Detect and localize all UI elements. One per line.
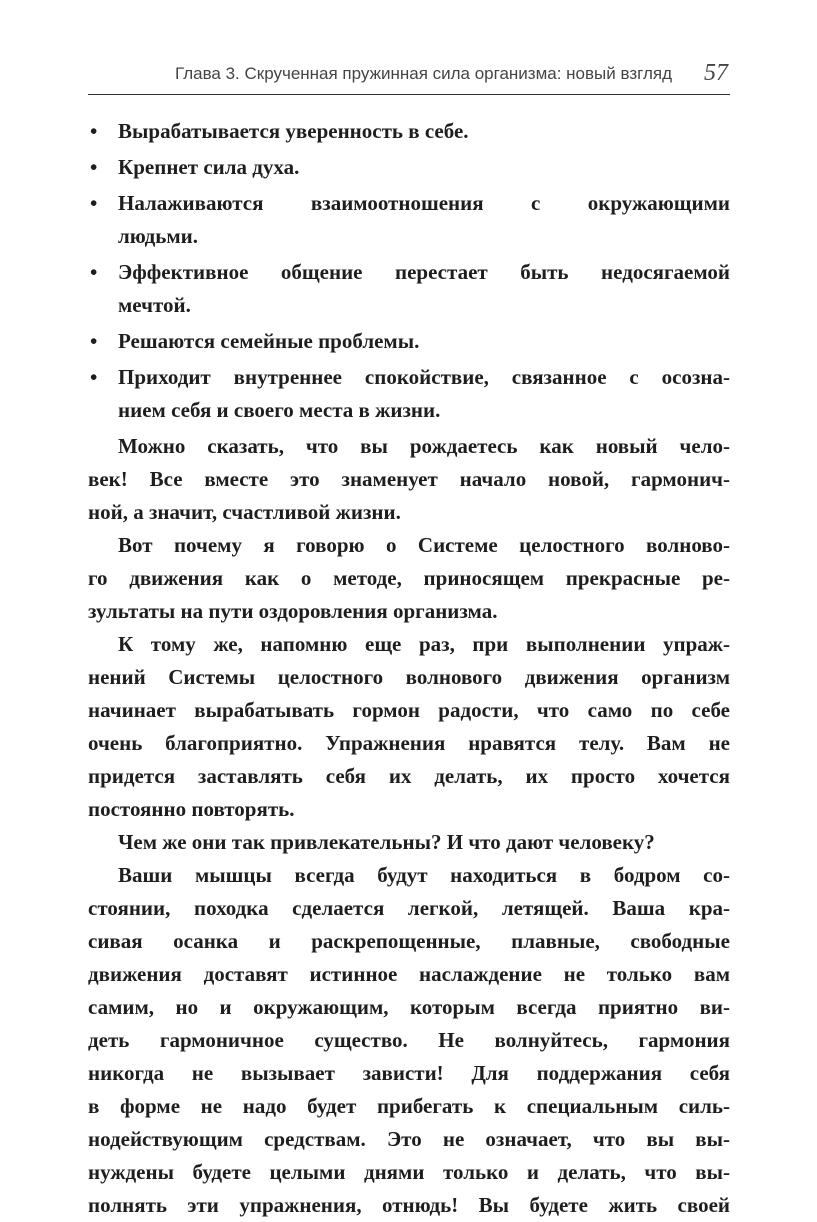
bullet-item <box>88 187 730 253</box>
text-line: самим, но и окружающим, которым всегда приятно ви- <box>88 995 730 1019</box>
text-line: придется заставлять себя их делать, их просто хочется <box>88 764 730 788</box>
text-line: Эффективное общение перестает быть недосягаемой <box>118 260 730 284</box>
text-line: Решаются семейные проблемы. <box>118 329 420 353</box>
text-line: Ваши мышцы всегда будут находиться в бодром со- <box>118 863 730 887</box>
bullet-item <box>88 256 730 322</box>
bullet-icon: • <box>90 329 98 353</box>
text-line: людьми. <box>118 224 199 248</box>
text-line: го движения как о методе, приносящем прекрасные ре- <box>88 566 730 590</box>
bullet-item <box>88 361 730 427</box>
paragraph <box>88 859 730 1222</box>
text-line: зультаты на пути оздоровления организма. <box>88 599 498 623</box>
bullet-item <box>88 115 730 148</box>
text-line: начинает вырабатывать гормон радости, что само по себе <box>88 698 730 722</box>
text-line: Крепнет сила духа. <box>118 155 300 179</box>
text-line: никогда не вызывает зависти! Для поддержания себя <box>88 1061 730 1085</box>
text-line: К тому же, напомню еще раз, при выполнении упраж- <box>118 632 730 656</box>
text-line: движения доставят истинное наслаждение не только вам <box>88 962 730 986</box>
text-line: сивая осанка и раскрепощенные, плавные, свободные <box>88 929 730 953</box>
paragraph <box>88 430 730 529</box>
text-line: в форме не надо будет прибегать к специальным силь- <box>88 1094 730 1118</box>
bullet-icon: • <box>90 191 98 215</box>
bullet-icon: • <box>90 365 98 389</box>
paragraph <box>88 529 730 628</box>
text-line: полнять эти упражнения, отнюдь! Вы будете жить своей <box>88 1193 730 1217</box>
text-line: Чем же они так привлекательны? И что дают человеку? <box>118 830 655 854</box>
bullet-icon: • <box>90 119 98 143</box>
text-line: ной, а значит, счастливой жизни. <box>88 500 401 524</box>
running-header <box>88 60 730 95</box>
text-line: нием себя и своего места в жизни. <box>118 398 441 422</box>
text-line: нуждены будете целыми днями только и делать, что вы- <box>88 1160 730 1184</box>
bullet-icon: • <box>90 155 98 179</box>
text-line: Вот почему я говорю о Системе целостного волново- <box>118 533 730 557</box>
text-line: Налаживаются взаимоотношения с окружающими <box>118 191 730 215</box>
text-line: Приходит внутреннее спокойствие, связанное с осозна- <box>118 365 730 389</box>
text-line: деть гармоничное существо. Не волнуйтесь, гармония <box>88 1028 730 1052</box>
text-line: Можно сказать, что вы рождаетесь как новый чело- <box>118 434 730 458</box>
text-line: мечтой. <box>118 293 191 317</box>
paragraph <box>88 628 730 826</box>
text-line: стоянии, походка сделается легкой, летящей. Ваша кра- <box>88 896 730 920</box>
bullet-item <box>88 325 730 358</box>
text-line: век! Все вместе это знаменует начало новой, гармонич- <box>88 467 730 491</box>
bullet-item <box>88 151 730 184</box>
text-line: нодействующим средствам. Это не означает, что вы вы- <box>88 1127 730 1151</box>
running-title: Глава 3. Скрученная пружинная сила организма: новый взгляд <box>174 64 672 83</box>
text-line: Вырабатывается уверенность в себе. <box>118 119 469 143</box>
bullet-icon: • <box>90 260 98 284</box>
text-line: нений Системы целостного волнового движения организм <box>88 665 730 689</box>
paragraph <box>88 826 730 859</box>
page-body <box>88 115 730 1222</box>
text-line: постоянно повторять. <box>88 797 295 821</box>
page-number: 57 <box>704 60 728 86</box>
text-line: очень благоприятно. Упражнения нравятся телу. Вам не <box>88 731 730 755</box>
